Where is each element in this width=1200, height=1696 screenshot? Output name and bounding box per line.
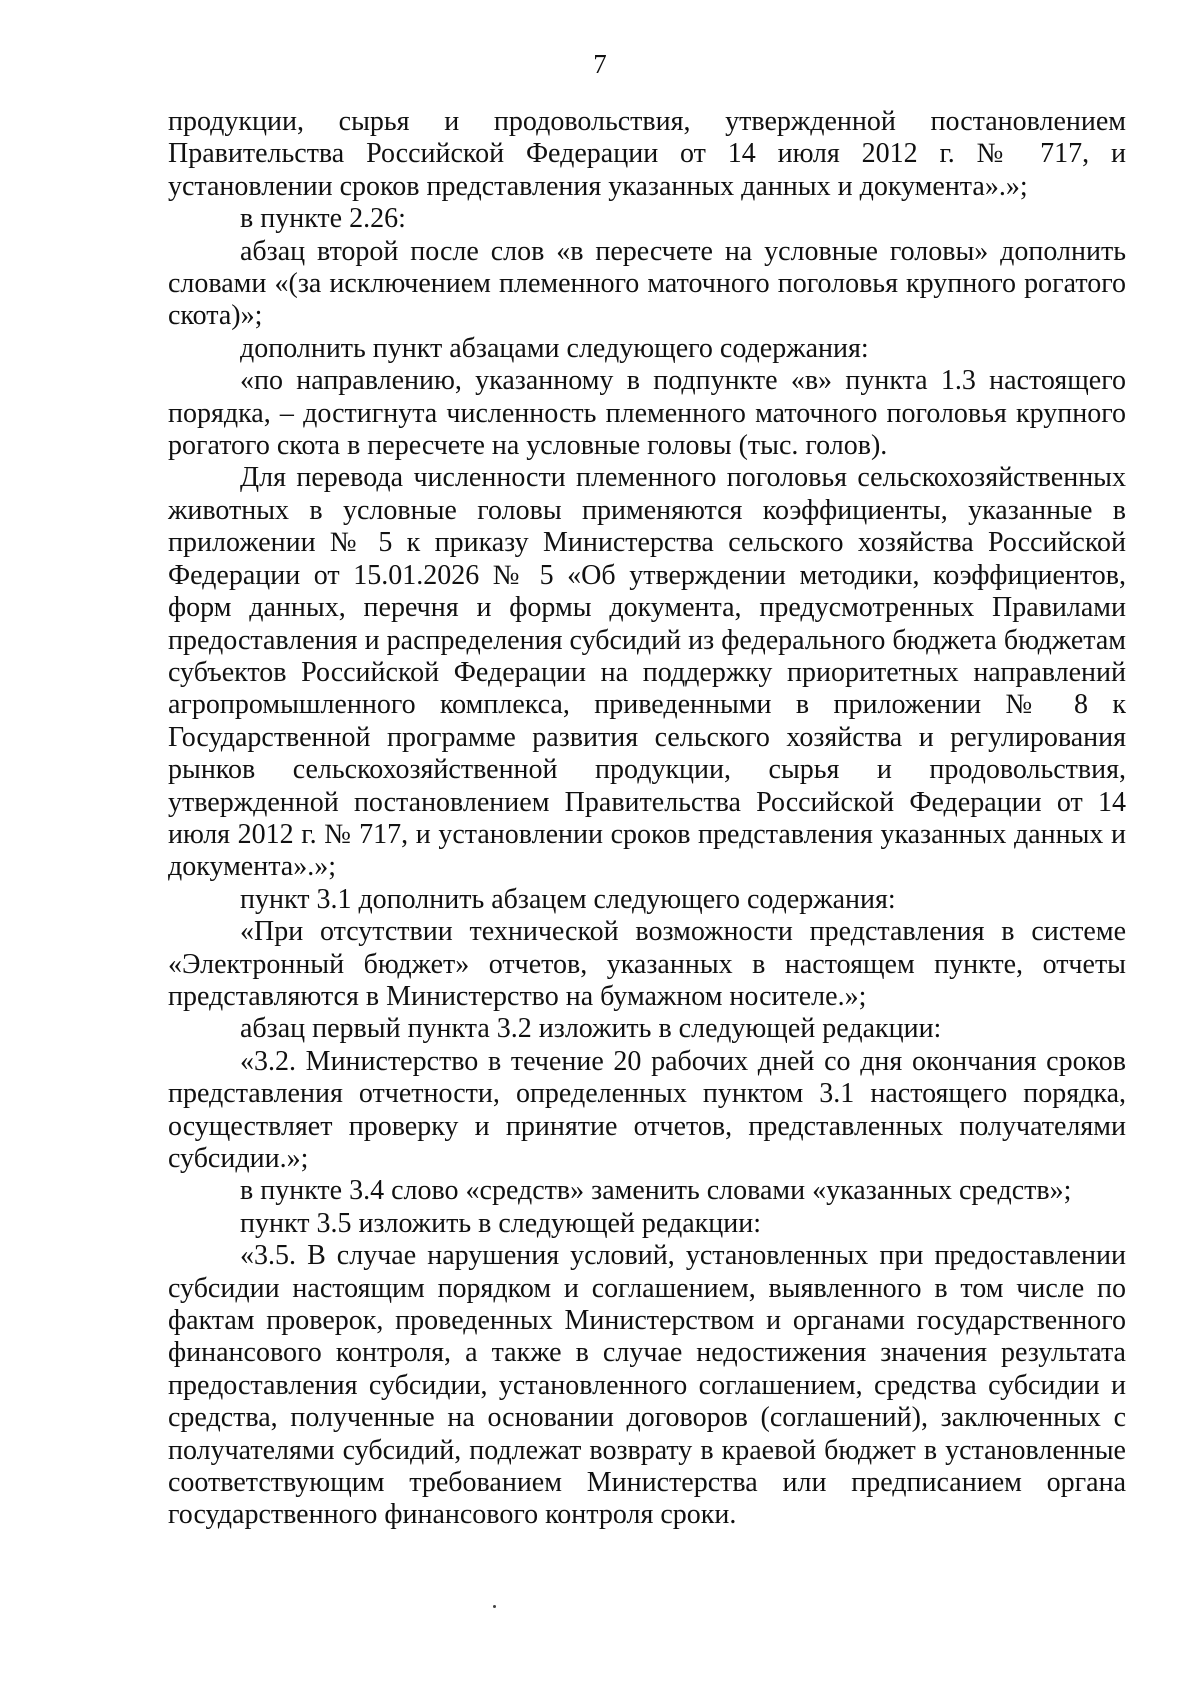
paragraph-clause-3-4: в пункте 3.4 слово «средств» заменить словами «указанных средств»; bbox=[240, 1175, 1072, 1207]
paragraph-amend-second-abzac: абзац второй после слов «в пересчете на условные головы» дополнить словами «(за исключением племенного маточного поголовья крупного рогатого скота)»; bbox=[168, 235, 1126, 332]
paragraph-clause-3-2-text: «3.2. Министерство в течение 20 рабочих дней со дня окончания сроков представления отчетности, определенных пунктом 3.1 настоящего порядка, осуществляет проверку и принятие отчетов, представленных получателями субсидии.»; bbox=[168, 1045, 1126, 1174]
paragraph-add-abzacs: дополнить пункт абзацами следующего содержания: bbox=[240, 332, 869, 364]
paragraph-clause-3-5-text: «3.5. В случае нарушения условий, установленных при предоставлении субсидии настоящим порядком и соглашением, выявленного в том числе по фактам проверок, проведенных Министерством и органами государственного финансового контроля, а также в случае недостижения значения результата предоставления субсидии, установленного соглашением, средства субсидии и средства, полученные на основании договоров (соглашений), заключенных с получателями субсидий, подлежат возврату в краевой бюджет в установленные соответствующим требованием Министерства или предписанием органа государственного финансового контроля сроки. bbox=[168, 1240, 1126, 1531]
paragraph-direction-v: «по направлению, указанному в подпункте «в» пункта 1.3 настоящего порядка, – достигнута численность племенного маточного поголовья крупного рогатого скота в пересчете на условные головы (тыс. голов). bbox=[168, 365, 1126, 462]
paragraph-clause-3-1: пункт 3.1 дополнить абзацем следующего содержания: bbox=[240, 883, 896, 915]
paragraph-clause-2-26: в пункте 2.26: bbox=[240, 203, 406, 235]
paragraph-clause-3-2-intro: абзац первый пункта 3.2 изложить в следующей редакции: bbox=[240, 1013, 942, 1045]
paragraph-clause-3-5-intro: пункт 3.5 изложить в следующей редакции: bbox=[240, 1207, 761, 1239]
page-number: 7 bbox=[593, 49, 607, 79]
scan-speck bbox=[493, 1605, 496, 1608]
paragraph-continuation: продукции, сырья и продовольствия, утвержденной постановлением Правительства Российской Федерации от 14 июля 2012 г. № 717, и установлении сроков представления указанных данных и документа».»; bbox=[168, 106, 1126, 202]
paragraph-electronic-budget: «При отсутствии технической возможности представления в системе «Электронный бюджет» отчетов, указанных в настоящем пункте, отчеты представляются в Министерство на бумажном носителе.»; bbox=[168, 916, 1126, 1012]
paragraph-conversion-coefficients: Для перевода численности племенного поголовья сельскохозяйственных животных в условные головы применяются коэффициенты, указанные в приложении № 5 к приказу Министерства сельского хозяйства Российской Федерации от 15.01.2026 № 5 «Об утверждении методики, коэффициентов, форм данных, перечня и формы документа, предусмотренных Правилами предоставления и распределения субсидий из федерального бюджета бюджетам субъектов Российской Федерации на поддержку приоритетных направлений агропромышленного комплекса, приведенными в приложении № 8 к Государственной программе развития сельского хозяйства и регулирования рынков сельскохозяйственной продукции, сырья и продовольствия, утвержденной постановлением Правительства Российской Федерации от 14 июля 2012 г. № 717, и установлении сроков представления указанных данных и документа».»; bbox=[168, 462, 1126, 883]
document-body bbox=[168, 106, 1126, 1532]
